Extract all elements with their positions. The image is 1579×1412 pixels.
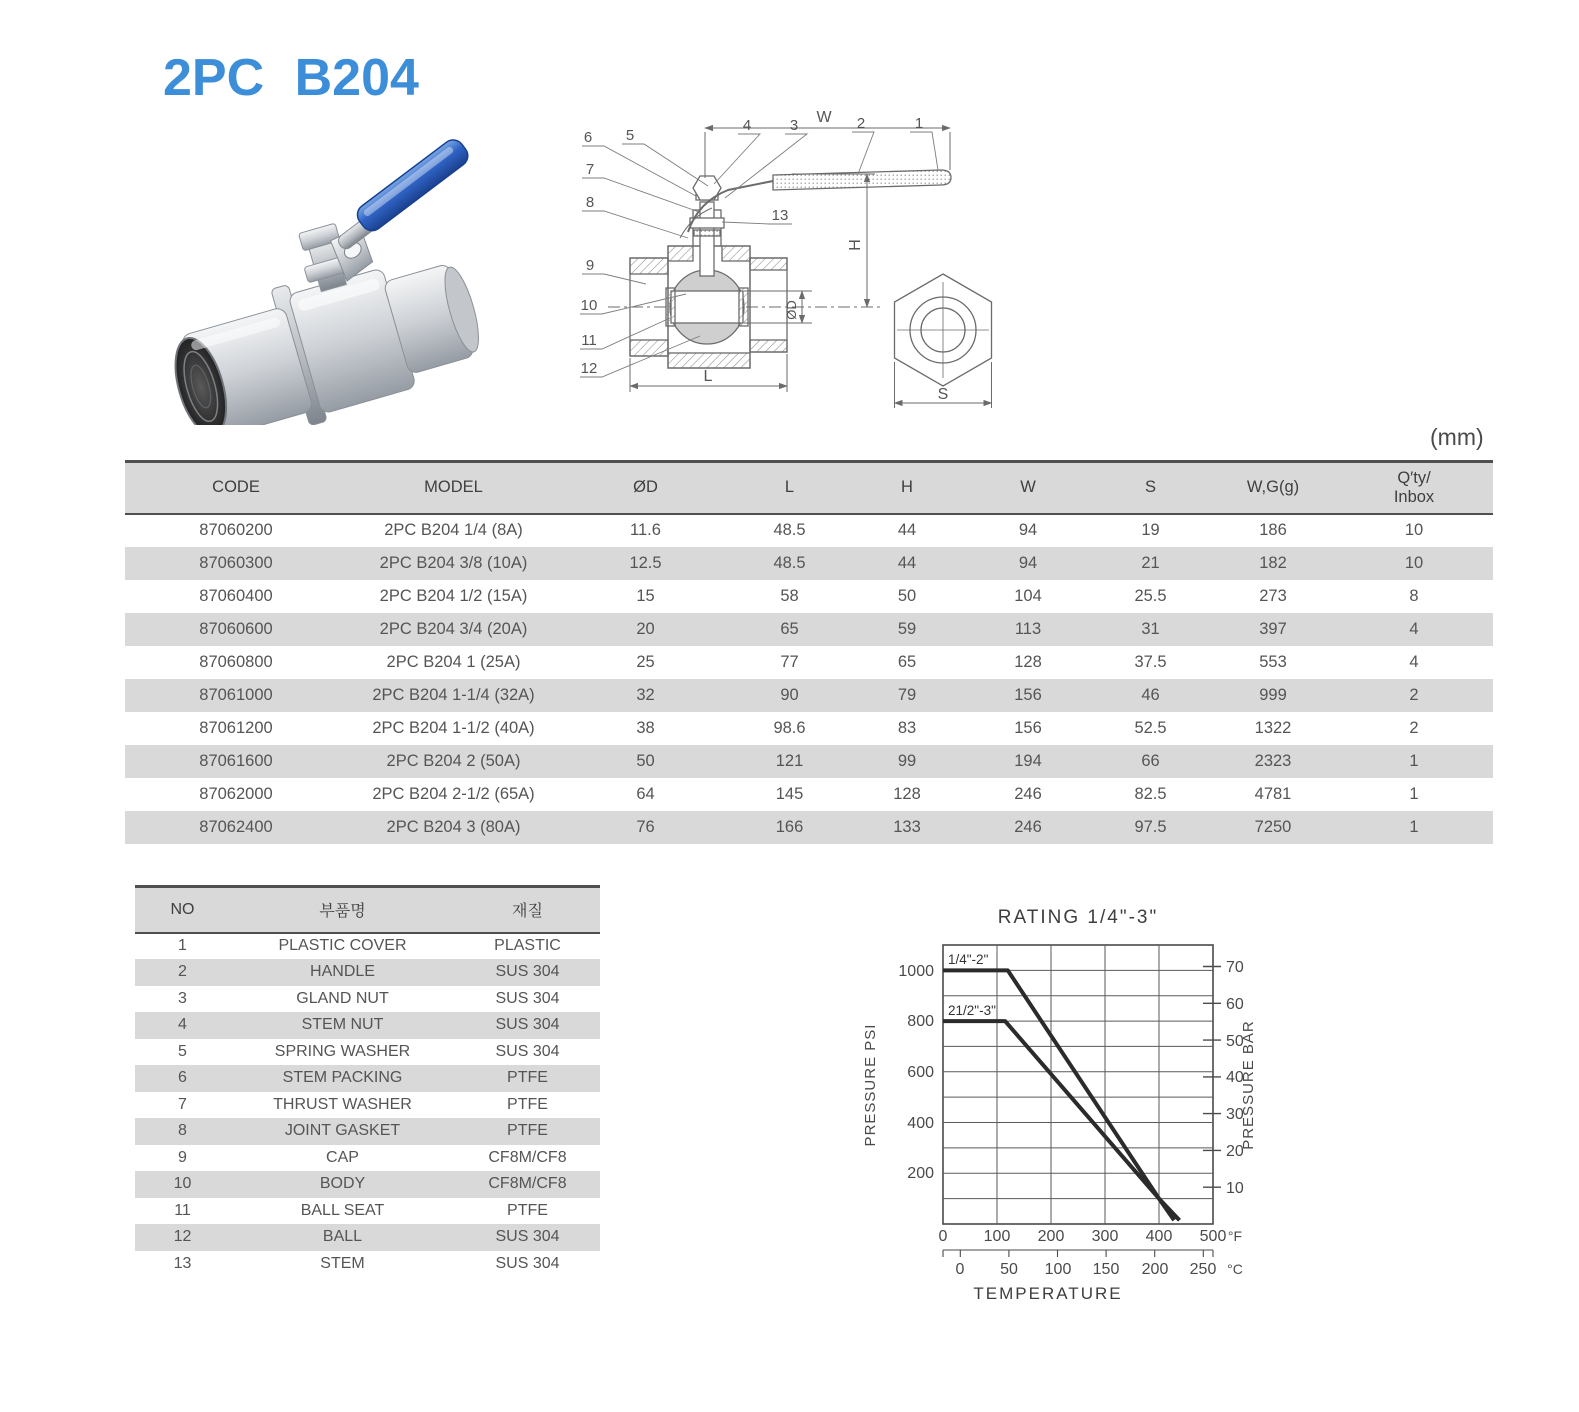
cell-no: 8 — [178, 1122, 187, 1140]
cell-s: 21 — [1141, 553, 1160, 572]
valve-handle — [316, 136, 486, 281]
dim-w: W — [816, 109, 832, 126]
parts-table-row — [135, 1198, 600, 1225]
dimension-table-row — [125, 811, 1493, 844]
col-s: S — [1144, 478, 1156, 497]
cell-qty: 1 — [1409, 817, 1419, 836]
cell-no: 6 — [178, 1069, 187, 1087]
dimension-table-header-row — [125, 462, 1493, 514]
dimension-table-row — [125, 514, 1493, 547]
col-h: H — [901, 478, 913, 497]
cell-od: 38 — [636, 718, 655, 737]
dim-od: ØD — [784, 300, 799, 320]
cell-code: 87061200 — [199, 718, 273, 737]
parts-table-row — [135, 1039, 600, 1066]
cell-model: 2PC B204 3 (80A) — [386, 817, 521, 836]
cell-material: PLASTIC — [494, 937, 561, 955]
product-photo — [160, 120, 495, 425]
cell-w: 94 — [1018, 521, 1038, 539]
col-material: 재질 — [512, 903, 543, 921]
callout-8: 8 — [585, 194, 595, 211]
cell-qty: 4 — [1409, 652, 1419, 671]
cell-wg: 553 — [1259, 652, 1287, 671]
cell-w: 156 — [1014, 685, 1042, 704]
psi-tick: 1000 — [898, 963, 934, 980]
cell-l: 145 — [775, 784, 804, 803]
cell-material: SUS 304 — [495, 963, 560, 981]
col-model: MODEL — [424, 478, 483, 497]
cell-code: 87061000 — [199, 685, 273, 704]
cell-l: 48.5 — [773, 521, 806, 539]
cell-no: 1 — [178, 937, 187, 955]
cell-material: SUS 304 — [495, 1016, 560, 1034]
plot-border — [943, 945, 1213, 1224]
series-label-0: 1/4"-2" — [948, 952, 989, 967]
page-title: 2PC B204 — [163, 49, 419, 107]
psi-tick-labels — [898, 963, 934, 1182]
cell-model: 2PC B204 1-1/4 (32A) — [372, 685, 535, 704]
dimension-table-row — [125, 547, 1493, 580]
cell-model: 2PC B204 1 (25A) — [386, 652, 521, 671]
cell-part-name: BODY — [319, 1175, 366, 1193]
dimension-table-row — [125, 778, 1493, 811]
cell-w: 194 — [1014, 751, 1042, 770]
f-tick: 500 — [1199, 1228, 1227, 1245]
parts-table-row — [135, 1092, 600, 1119]
parts-table-row — [135, 986, 600, 1013]
cell-od: 76 — [636, 817, 655, 836]
cell-code: 87062000 — [199, 784, 273, 803]
bar-tick: 70 — [1226, 959, 1244, 976]
parts-table — [135, 885, 600, 1277]
cell-l: 90 — [780, 685, 799, 704]
cell-model: 2PC B204 2 (50A) — [386, 751, 521, 770]
cell-od: 11.6 — [630, 521, 661, 539]
f-tick: 100 — [983, 1228, 1011, 1245]
cell-part-name: SPRING WASHER — [274, 1042, 411, 1060]
cell-no: 2 — [178, 963, 187, 981]
cell-model: 2PC B204 1-1/2 (40A) — [372, 718, 535, 737]
f-tick-labels — [939, 1228, 1243, 1245]
cell-material: SUS 304 — [495, 1254, 560, 1272]
callout-4: 4 — [742, 117, 752, 134]
cell-h: 65 — [897, 652, 917, 671]
cell-no: 11 — [174, 1201, 191, 1219]
callout-10: 10 — [580, 297, 598, 314]
cell-part-name: THRUST WASHER — [273, 1095, 412, 1113]
cell-no: 10 — [173, 1175, 192, 1193]
cell-h: 128 — [893, 784, 921, 803]
c-tick: 50 — [1000, 1261, 1018, 1278]
cell-qty: 10 — [1404, 521, 1424, 539]
cell-s: 66 — [1141, 751, 1160, 770]
psi-tick: 800 — [907, 1013, 934, 1030]
cell-s: 19 — [1141, 521, 1160, 539]
cell-model: 2PC B204 1/4 (8A) — [384, 521, 523, 539]
cell-qty: 2 — [1409, 685, 1419, 704]
dimension-table-row — [125, 745, 1493, 778]
bar-tick: 10 — [1226, 1180, 1244, 1197]
cell-material: PTFE — [507, 1095, 548, 1113]
cell-od: 50 — [636, 751, 655, 770]
cell-part-name: STEM PACKING — [282, 1069, 403, 1087]
callout-9: 9 — [585, 257, 595, 274]
x-axis-label: TEMPERATURE — [973, 1284, 1123, 1303]
cell-w: 113 — [1014, 619, 1042, 638]
callout-6: 6 — [583, 129, 593, 146]
f-tick: 400 — [1145, 1228, 1173, 1245]
cell-material: CF8M/CF8 — [488, 1148, 567, 1166]
col-od: ØD — [633, 478, 658, 497]
parts-table-row — [135, 1224, 600, 1251]
cell-od: 64 — [636, 784, 655, 803]
cell-od: 15 — [636, 586, 655, 605]
cell-model: 2PC B204 2-1/2 (65A) — [372, 784, 535, 803]
chart-title: RATING 1/4"-3" — [997, 907, 1159, 928]
parts-table-row — [135, 1145, 600, 1172]
cell-w: 246 — [1014, 784, 1042, 803]
dimension-table-row — [125, 712, 1493, 745]
cell-w: 156 — [1014, 718, 1042, 737]
psi-tick: 200 — [907, 1165, 934, 1182]
cell-h: 59 — [897, 619, 917, 638]
psi-tick: 400 — [907, 1115, 934, 1132]
cell-material: SUS 304 — [495, 1228, 560, 1246]
cell-w: 246 — [1014, 817, 1042, 836]
dimension-table-row — [125, 613, 1493, 646]
cell-qty: 4 — [1409, 619, 1419, 638]
cell-wg: 182 — [1259, 553, 1287, 572]
parts-table-row — [135, 1012, 600, 1039]
cell-s: 25.5 — [1134, 586, 1167, 605]
grid-vertical — [997, 945, 1159, 1224]
col-qty-line2: Inbox — [1393, 487, 1435, 506]
bar-ticks — [1203, 967, 1221, 1188]
cell-l: 65 — [780, 619, 799, 638]
dim-l: L — [703, 368, 713, 385]
cell-wg: 7250 — [1254, 817, 1292, 836]
dimension-table-row — [125, 679, 1493, 712]
parts-table-row — [135, 1171, 600, 1198]
cell-s: 37.5 — [1134, 652, 1167, 671]
dim-h: H — [847, 239, 864, 251]
dimension-table-row — [125, 580, 1493, 613]
cell-part-name: STEM — [320, 1254, 365, 1272]
cell-part-name: HANDLE — [310, 963, 375, 981]
cell-part-name: GLAND NUT — [296, 989, 389, 1007]
cell-l: 98.6 — [773, 718, 806, 737]
callout-numbers — [581, 115, 924, 377]
parts-table-row — [135, 933, 600, 960]
cell-s: 31 — [1141, 619, 1160, 638]
technical-drawing — [560, 90, 1005, 425]
cell-s: 97.5 — [1134, 817, 1167, 836]
f-tick: 0 — [938, 1228, 948, 1245]
col-w: W — [1020, 478, 1036, 497]
c-tick: 250 — [1189, 1261, 1217, 1278]
bar-tick: 30 — [1226, 1106, 1244, 1123]
cell-material: PTFE — [507, 1122, 548, 1140]
col-code: CODE — [212, 478, 260, 497]
cell-no: 4 — [178, 1016, 187, 1034]
cell-qty: 1 — [1409, 784, 1419, 803]
cell-od: 32 — [636, 685, 655, 704]
cell-part-name: JOINT GASKET — [284, 1122, 401, 1140]
cell-s: 46 — [1141, 685, 1160, 704]
cell-wg: 186 — [1259, 521, 1287, 539]
cell-qty: 2 — [1409, 718, 1419, 737]
dimension-table-row — [125, 646, 1493, 679]
f-unit: °F — [1227, 1228, 1243, 1244]
cell-material: PTFE — [507, 1201, 548, 1219]
callout-12: 12 — [580, 360, 598, 377]
cell-model: 2PC B204 3/8 (10A) — [379, 553, 528, 572]
y-axis-label-left: PRESSURE PSI — [862, 1023, 879, 1147]
cell-s: 82.5 — [1134, 784, 1167, 803]
cell-wg: 2323 — [1254, 751, 1292, 770]
cell-wg: 999 — [1259, 685, 1287, 704]
col-no: NO — [170, 900, 195, 918]
cell-wg: 1322 — [1254, 718, 1292, 737]
callout-5: 5 — [625, 127, 635, 144]
dimension-table — [125, 460, 1493, 844]
c-unit: °C — [1227, 1261, 1243, 1277]
col-wg: W,G(g) — [1246, 478, 1300, 497]
c-tick: 100 — [1044, 1261, 1072, 1278]
callout-13: 13 — [771, 207, 789, 224]
cell-material: SUS 304 — [495, 989, 560, 1007]
cell-qty: 1 — [1409, 751, 1419, 770]
cell-wg: 397 — [1259, 619, 1287, 638]
cell-part-name: BALL — [322, 1228, 363, 1246]
cell-h: 79 — [897, 685, 917, 704]
cell-code: 87060600 — [199, 619, 273, 638]
c-tick-labels — [956, 1261, 1243, 1278]
cell-material: SUS 304 — [495, 1042, 560, 1060]
cell-code: 87062400 — [199, 817, 273, 836]
cell-code: 87060400 — [199, 586, 273, 605]
cell-od: 25 — [636, 652, 655, 671]
cell-w: 104 — [1014, 586, 1042, 605]
unit-note: (mm) — [1430, 424, 1484, 450]
cell-w: 94 — [1018, 553, 1038, 572]
cell-code: 87060800 — [199, 652, 273, 671]
cell-h: 133 — [893, 817, 921, 836]
bar-tick: 40 — [1226, 1069, 1244, 1086]
cell-part-name: STEM NUT — [301, 1016, 384, 1034]
cell-od: 20 — [636, 619, 655, 638]
bar-tick: 20 — [1226, 1143, 1244, 1160]
parts-table-row — [135, 959, 600, 986]
cell-qty: 10 — [1404, 553, 1424, 572]
f-tick: 300 — [1091, 1228, 1119, 1245]
callout-2: 2 — [856, 115, 866, 132]
c-axis-ruler — [943, 1250, 1213, 1257]
cell-h: 83 — [897, 718, 917, 737]
cell-material: PTFE — [507, 1069, 548, 1087]
cell-h: 99 — [897, 751, 917, 770]
cell-code: 87060200 — [199, 521, 273, 539]
cell-part-name: CAP — [326, 1148, 359, 1166]
psi-tick: 600 — [907, 1064, 934, 1081]
y-axis-label-right: PRESSURE BAR — [1240, 1020, 1257, 1150]
valve-body — [160, 193, 493, 425]
cell-l: 77 — [780, 652, 799, 671]
callout-1: 1 — [914, 115, 924, 132]
series-label-1: 21/2"-3" — [948, 1003, 996, 1018]
col-qty — [1335, 462, 1493, 514]
bar-tick: 60 — [1226, 996, 1244, 1013]
cell-wg: 4781 — [1254, 784, 1292, 803]
cell-h: 44 — [897, 521, 917, 539]
cell-part-name: PLASTIC COVER — [278, 937, 407, 955]
col-l: L — [784, 478, 795, 497]
cell-part-name: BALL SEAT — [300, 1201, 385, 1219]
cell-w: 128 — [1014, 652, 1042, 671]
col-part-name: 부품명 — [319, 903, 366, 921]
cell-h: 50 — [897, 586, 917, 605]
parts-table-row — [135, 1251, 600, 1278]
parts-table-row — [135, 1065, 600, 1092]
cell-no: 12 — [173, 1228, 192, 1246]
callout-3: 3 — [789, 117, 799, 134]
cell-no: 5 — [178, 1042, 187, 1060]
cell-no: 9 — [178, 1148, 187, 1166]
callout-11: 11 — [581, 332, 597, 349]
cell-code: 87060300 — [199, 553, 273, 572]
dim-s: S — [937, 386, 949, 403]
cell-l: 48.5 — [773, 553, 806, 572]
rating-chart — [850, 885, 1310, 1325]
cell-no: 3 — [178, 989, 187, 1007]
cell-s: 52.5 — [1134, 718, 1167, 737]
cell-qty: 8 — [1409, 586, 1419, 605]
f-tick: 200 — [1037, 1228, 1065, 1245]
cell-model: 2PC B204 3/4 (20A) — [379, 619, 528, 638]
cell-material: CF8M/CF8 — [488, 1175, 567, 1193]
cell-h: 44 — [897, 553, 917, 572]
c-tick: 200 — [1141, 1261, 1169, 1278]
cell-model: 2PC B204 1/2 (15A) — [379, 586, 528, 605]
cell-l: 121 — [775, 751, 804, 770]
cell-l: 166 — [775, 817, 804, 836]
c-tick: 0 — [955, 1261, 965, 1278]
cell-l: 58 — [780, 586, 799, 605]
parts-table-header-row — [135, 887, 600, 933]
col-qty-line1: Q′ty/ — [1397, 468, 1431, 487]
bar-tick: 50 — [1226, 1033, 1244, 1050]
cell-od: 12.5 — [629, 553, 662, 572]
cell-no: 13 — [173, 1254, 192, 1272]
valve-section — [608, 170, 951, 368]
cell-wg: 273 — [1259, 586, 1287, 605]
cell-code: 87061600 — [199, 751, 273, 770]
callout-7: 7 — [585, 161, 595, 178]
parts-table-row — [135, 1118, 600, 1145]
cell-no: 7 — [178, 1095, 187, 1113]
c-tick: 150 — [1092, 1261, 1120, 1278]
